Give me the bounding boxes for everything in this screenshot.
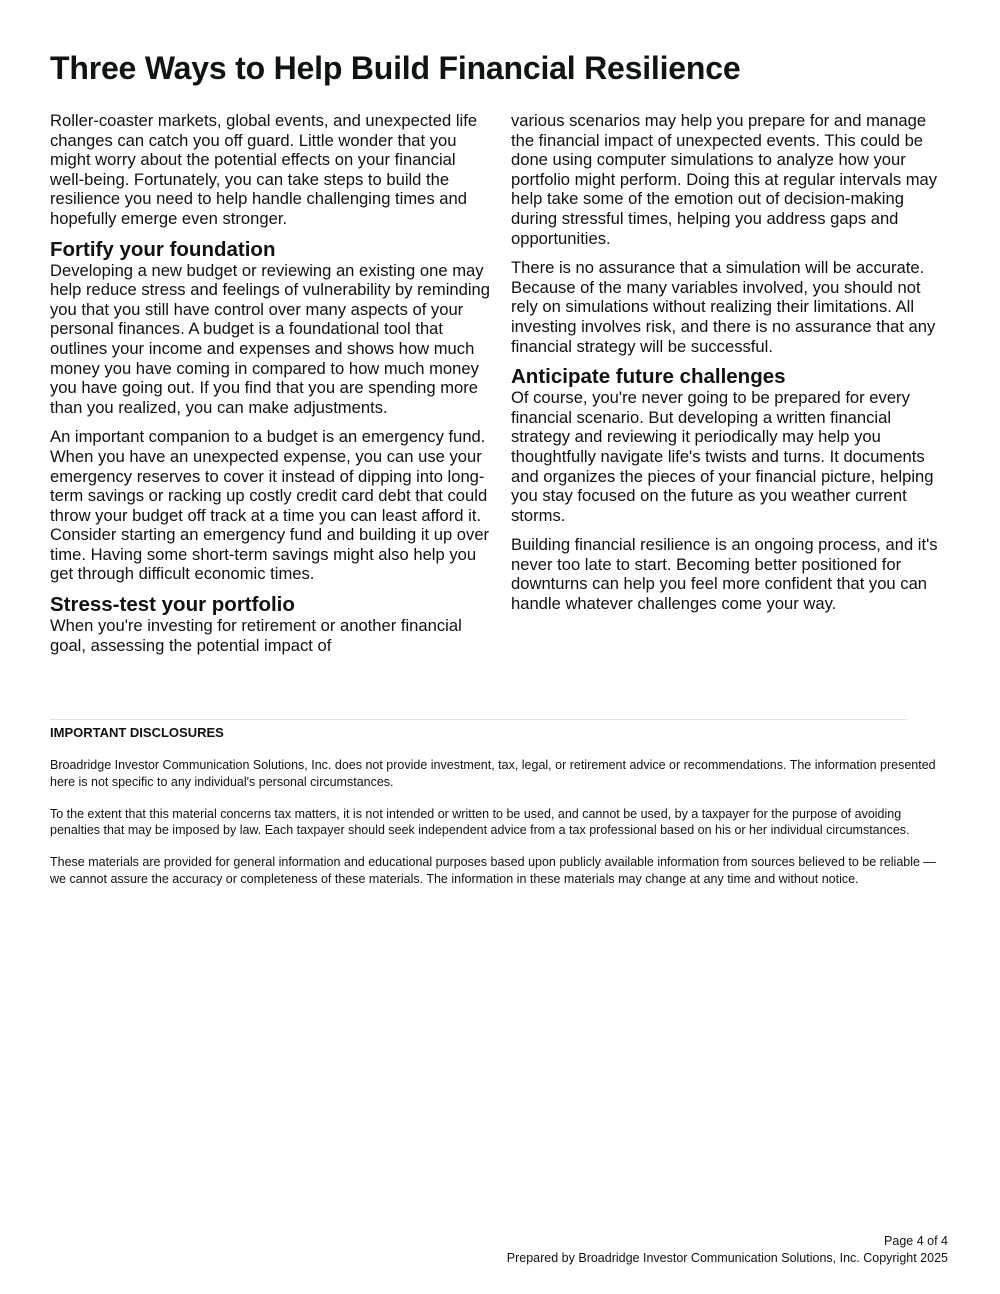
section-heading-stress-test: Stress-test your portfolio: [50, 593, 295, 617]
disclosures-heading: IMPORTANT DISCLOSURES: [50, 725, 224, 740]
section-heading-anticipate: Anticipate future challenges: [511, 365, 786, 389]
stress-test-paragraph-2: There is no assurance that a simulation will be accurate. Because of the many variables involved, you should not rely on simulations without realizing their limitations. All investing involves risk, and there is no assurance that any financial strategy will be successful.: [511, 258, 936, 356]
intro-paragraph: Roller-coaster markets, global events, and unexpected life changes can catch you off guard. Little wonder that you might worry about the potential effects on your financial well-being. Fortunately, you can take steps to build the resilience you need to help handle challenging times and hopefully emerge even stronger.: [50, 111, 478, 228]
divider: [50, 719, 907, 720]
anticipate-paragraph-1: Of course, you're never going to be prepared for every financial scenario. But developing a written financial strategy and reviewing it periodically may help you thoughtfully navigate life's twists and turns. It documents and organizes the pieces of your financial picture, helping you stay focused on the future as you weather current storms.: [511, 388, 934, 525]
right-column: [511, 111, 951, 624]
stress-test-paragraph-end: various scenarios may help you prepare for and manage the financial impact of unexpected events. This could be done using computer simulations to analyze how your portfolio might perform. Doing this at regular intervals may help take some of the emotion out of decision-making during stressful times, helping you address gaps and opportunities.: [511, 111, 938, 248]
foundation-paragraph-2: An important companion to a budget is an emergency fund. When you have an unexpected expense, you can use your emergency reserves to cover it instead of dipping into long-term savings or racking up costly credit card debt that could throw your budget off track at a time you can least afford it. Consider starting an emergency fund and building it up over time. Having some short-term savings might also help you get through difficult economic times.: [50, 427, 490, 584]
disclosure-paragraph-2: To the extent that this material concerns tax matters, it is not intended or written to be used, and cannot be used, by a taxpayer for the purpose of avoiding penalties that may be imposed by law. Each taxpayer should seek independent advice from a tax professional based on his or her individual circumstances.: [50, 806, 910, 838]
disclosure-paragraph-1: Broadridge Investor Communication Solutions, Inc. does not provide investment, tax, legal, or retirement advice or recommendations. The information presented here is not specific to any individual's personal circumstances.: [50, 758, 936, 789]
stress-test-paragraph-start: When you're investing for retirement or another financial goal, assessing the potential impact of: [50, 616, 462, 655]
foundation-paragraph-1: Developing a new budget or reviewing an existing one may help reduce stress and feelings of vulnerability by reminding you that you still have control over many aspects of your personal finances. A budget is a foundational tool that outlines your income and expenses and shows how much money you have coming in compared to how much money you have going out. If you find that you are spending more than you realized, you can make adjustments.: [50, 260, 490, 417]
page-title: Three Ways to Help Build Financial Resilience: [50, 50, 741, 86]
section-heading-foundation: Fortify your foundation: [50, 237, 276, 261]
disclosures-section: [50, 725, 950, 903]
page-footer: [507, 1233, 948, 1266]
anticipate-paragraph-2: Building financial resilience is an ongoing process, and it's never too late to start. Becoming better positioned for downturns can help you feel more confident that you can handle whatever challenges come your way.: [511, 535, 938, 614]
disclosure-paragraph-3: These materials are provided for general information and educational purposes based upon publicly available information from sources believed to be reliable — we cannot assure the accuracy or completeness of these materials. The information in these materials may change at any time and without notice.: [50, 855, 936, 886]
page-number: Page 4 of 4: [884, 1234, 948, 1248]
left-column: [50, 111, 490, 665]
copyright-notice: Prepared by Broadridge Investor Communication Solutions, Inc. Copyright 2025: [506, 1250, 948, 1265]
